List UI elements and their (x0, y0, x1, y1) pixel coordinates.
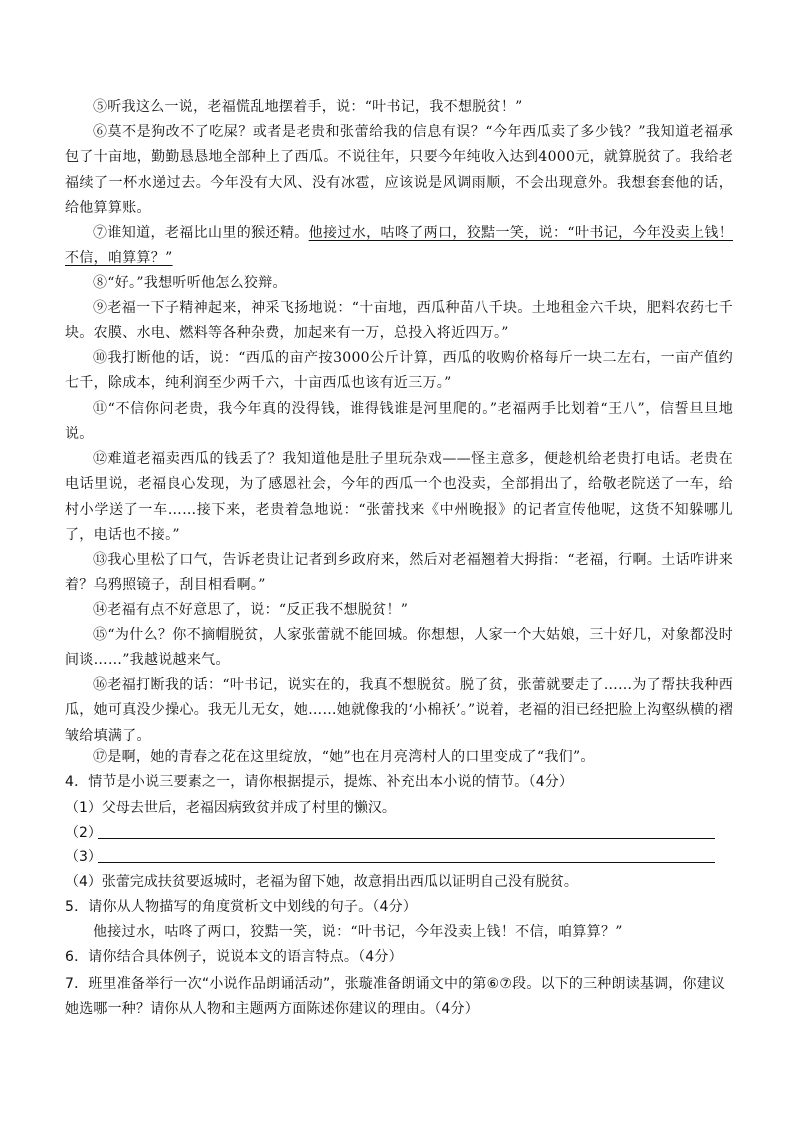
question-5: 5．请你从人物描写的角度赏析文中划线的句子。（4分） (65, 899, 418, 915)
paragraph-16: ⑯老福打断我的话：“叶书记，说实在的，我真不想脱贫。脱了贫，张蕾就要走了……为了帮扶我种西瓜，她可真没少操心。我无儿无女，她……她就像我的‘小棉袄’。”说着，老福的泪已经把脸上沟壑纵横的褶皱给填满了。 (65, 677, 733, 744)
paragraph-11: ⑪“不信你问老贵，我今年真的没得钱，谁得钱谁是河里爬的。”老福两手比划着“王八”，信誓旦旦地说。 (65, 401, 733, 443)
paragraph-7-lead: ⑦谁知道，老福比山里的猴还精。 (93, 225, 309, 241)
paragraph-12: ⑫难道老福卖西瓜的钱丢了？我知道他是肚子里玩杂戏——怪主意多，便趁机给老贵打电话。老贵在电话里说，老福良心发现，为了感恩社会，今年的西瓜一个也没卖，全部捐出了，给敬老院送了一车，给村小学送了一车……接下来，老贵着急地说：“张蕾找来《中州晚报》的记者宣传他呢，这货不知躲哪儿了，电话也不接。” (65, 451, 733, 543)
paragraph-9: ⑨老福一下子精神起来，神采飞扬地说：“十亩地，西瓜种苗八千块。土地租金六千块，肥料农药七千块。农膜、水电、燃料等各种杂费，加起来有一万，总投入将近四万。” (65, 300, 733, 342)
paragraph-15: ⑮“为什么？你不摘帽脱贫，人家张蕾就不能回城。你想想，人家一个大姑娘，三十好几，对象都没时间谈……”我越说越来气。 (65, 627, 733, 669)
paragraph-10: ⑩我打断他的话，说：“西瓜的亩产按3000公斤计算，西瓜的收购价格每斤一块二左右，一亩产值约七千，除成本，纯利润至少两千六，十亩西瓜也该有近三万。” (65, 350, 733, 392)
paragraph-17: ⑰是啊，她的青春之花在这里绽放，“她”也在月亮湾村人的口里变成了“我们”。 (93, 749, 595, 765)
question-4-item-3-label: （3） (65, 849, 102, 865)
paragraph-6: ⑥莫不是狗改不了吃屎？或者是老贵和张蕾给我的信息有误？“今年西瓜卖了多少钱？”我知道老福承包了十亩地，勤勤恳恳地全部种上了西瓜。不说往年，只要今年纯收入达到4000元，就算脱贫了。我给老福续了一杯水递过去。今年没有大风、没有冰雹，应该说是风调雨顺，不会出现意外。我想套套他的话，给他算算账。 (65, 124, 733, 216)
question-4-item-4: （4）张蕾完成扶贫要返城时，老福为留下她，故意捐出西瓜以证明自己没有脱贫。 (65, 874, 578, 890)
answer-line-3[interactable] (98, 862, 715, 863)
question-5-quoted-sentence: 他接过水，咕咚了两口，狡黠一笑，说：“叶书记，今年没卖上钱！不信，咱算算？” (93, 924, 623, 940)
paragraph-8: ⑧“好。”我想听听他怎么狡辩。 (93, 275, 287, 291)
question-4-item-2-label: （2） (65, 825, 102, 841)
paragraph-7 (65, 221, 733, 272)
paragraph-5: ⑤听我这么一说，老福慌乱地摆着手，说：“叶书记，我不想脱贫！” (93, 99, 523, 115)
paragraph-13: ⑬我心里松了口气，告诉老贵让记者到乡政府来，然后对老福翘着大拇指：“老福，行啊。土话咋讲来着？乌鸦照镜子，刮目相看啊。” (65, 552, 733, 594)
answer-line-2[interactable] (98, 838, 715, 839)
paragraph-14: ⑭老福有点不好意思了，说：“反正我不想脱贫！” (93, 602, 409, 618)
underlined-sentence: 他接过水，咕咚了两口，狡黠一笑，说：“叶书记，今年没卖上钱！不信，咱算算？” (65, 225, 733, 267)
question-4: 4．情节是小说三要素之一，请你根据提示，提炼、补充出本小说的情节。（4分） (65, 774, 574, 790)
question-6: 6．请你结合具体例子，说说本文的语言特点。（4分） (65, 949, 403, 965)
question-7: 7．班里准备举行一次“小说作品朗诵活动”，张璇准备朗诵文中的第⑥⑦段。以下的三种朗读基调，你建议她选哪一种？请你从人物和主题两方面陈述你建议的理由。（4分） (65, 976, 726, 1017)
question-4-item-1: （1）父母去世后，老福因病致贫并成了村里的懒汉。 (65, 800, 396, 816)
